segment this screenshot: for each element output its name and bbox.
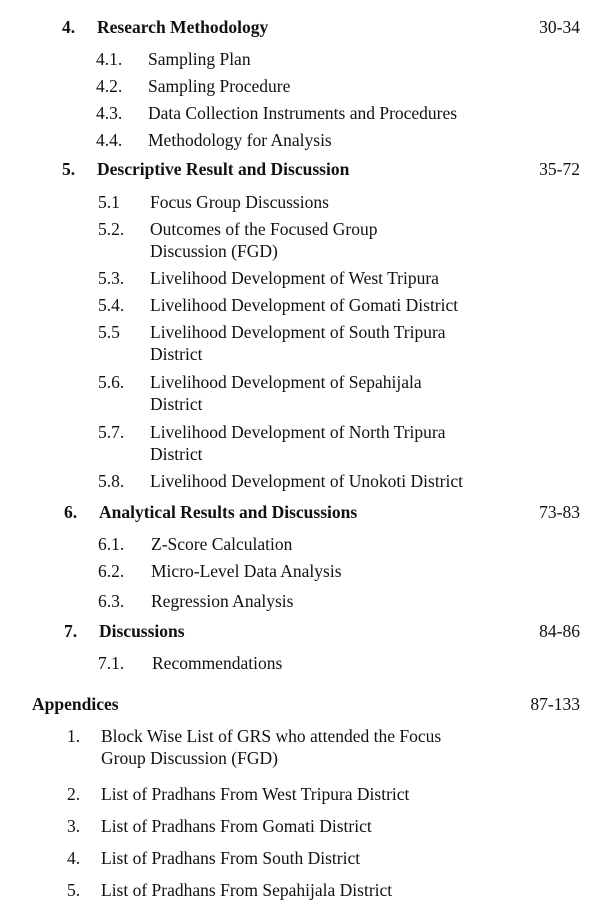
subsection-title: Methodology for Analysis — [148, 130, 332, 150]
section-pages: 84-86 — [539, 621, 580, 641]
section-number: 6. — [64, 502, 78, 522]
section-number: 4. — [62, 17, 76, 37]
subsection-number: 4.1. — [96, 49, 123, 69]
section-number: 5. — [62, 159, 76, 179]
section-title: Descriptive Result and Discussion — [97, 159, 350, 179]
subsection-number: 6.1. — [98, 534, 125, 554]
subsection-title: Livelihood Development of Sepahijala District — [150, 372, 422, 414]
appendix-title: List of Pradhans From South District — [101, 848, 361, 868]
section-title: Research Methodology — [97, 17, 269, 37]
appendix-title: List of Pradhans From Gomati District — [101, 816, 372, 836]
appendix-number: 3. — [67, 816, 81, 836]
appendix-number: 5. — [67, 880, 81, 900]
subsection-title: Recommendations — [152, 653, 283, 673]
subsection-number: 4.3. — [96, 103, 123, 123]
subsection-number: 5.5 — [98, 322, 120, 342]
subsection-title: Livelihood Development of West Tripura — [150, 268, 439, 288]
subsection-title: Micro-Level Data Analysis — [151, 561, 342, 581]
appendix-number: 4. — [67, 848, 81, 868]
appendix-title: Block Wise List of GRS who attended the Focus Group Discussion (FGD) — [101, 726, 442, 768]
appendix-title: List of Pradhans From Sepahijala District — [101, 880, 393, 900]
subsection-title: Z-Score Calculation — [151, 534, 293, 554]
subsection-title: Livelihood Development of Unokoti District — [150, 471, 464, 491]
subsection-title: Livelihood Development of Gomati District — [150, 295, 459, 315]
subsection-number: 4.4. — [96, 130, 123, 150]
section-title: Discussions — [99, 621, 185, 641]
subsection-number: 6.2. — [98, 561, 125, 581]
section-title: Analytical Results and Discussions — [99, 502, 358, 522]
appendix-number: 1. — [67, 726, 81, 746]
section-number: 7. — [64, 621, 78, 641]
section-pages: 30-34 — [539, 17, 580, 37]
subsection-title: Outcomes of the Focused Group Discussion (FGD) — [150, 219, 378, 261]
subsection-title: Livelihood Development of South Tripura District — [150, 322, 446, 364]
appendices-pages: 87-133 — [530, 694, 580, 714]
subsection-number: 5.4. — [98, 295, 125, 315]
section-pages: 73-83 — [539, 502, 580, 522]
appendix-title: List of Pradhans From West Tripura District — [101, 784, 410, 804]
subsection-number: 5.6. — [98, 372, 125, 392]
subsection-title: Livelihood Development of North Tripura District — [150, 422, 446, 464]
subsection-number: 5.1 — [98, 192, 120, 212]
appendices-title: Appendices — [32, 694, 119, 714]
subsection-title: Regression Analysis — [151, 591, 294, 611]
subsection-title: Focus Group Discussions — [150, 192, 329, 212]
subsection-number: 7.1. — [98, 653, 125, 673]
subsection-number: 4.2. — [96, 76, 123, 96]
section-pages: 35-72 — [539, 159, 580, 179]
subsection-number: 6.3. — [98, 591, 125, 611]
subsection-number: 5.8. — [98, 471, 125, 491]
subsection-title: Sampling Procedure — [148, 76, 291, 96]
subsection-title: Data Collection Instruments and Procedures — [148, 103, 458, 123]
appendix-number: 2. — [67, 784, 81, 804]
subsection-title: Sampling Plan — [148, 49, 251, 69]
subsection-number: 5.3. — [98, 268, 125, 288]
subsection-number: 5.2. — [98, 219, 125, 239]
subsection-number: 5.7. — [98, 422, 125, 442]
